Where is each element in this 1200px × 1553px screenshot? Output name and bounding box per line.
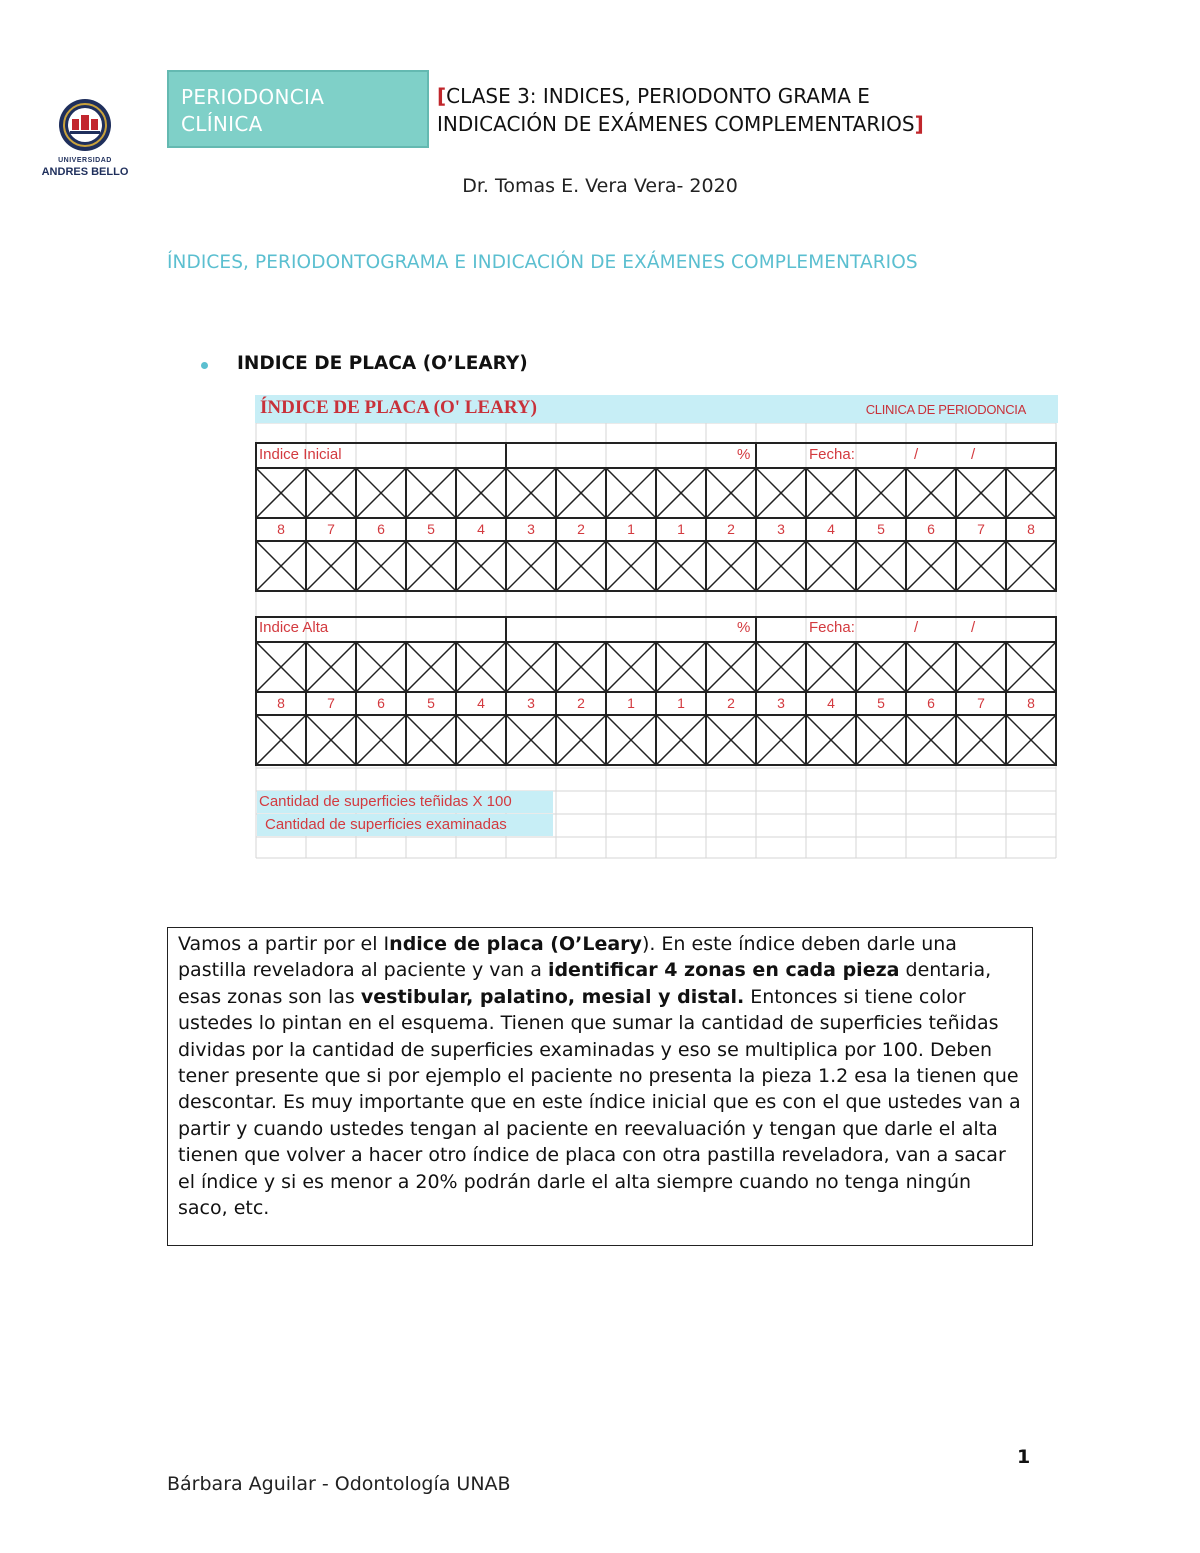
tooth-number: 3 <box>527 695 535 711</box>
block2-label: Indice Alta <box>259 619 329 636</box>
block2-date-slash-2: / <box>971 619 976 636</box>
tooth-number: 7 <box>327 521 335 537</box>
tooth-number: 2 <box>727 521 735 537</box>
class-title-line-1: CLASE 3: INDICES, PERIODONTO GRAMA E <box>446 84 870 108</box>
tooth-number: 4 <box>827 521 835 537</box>
para-text-3: dentaria, esas zonas son las <box>178 959 992 1008</box>
tooth-number: 8 <box>277 521 285 537</box>
tooth-number: 6 <box>377 521 385 537</box>
chart-title: ÍNDICE DE PLACA (O' LEARY) <box>260 397 537 418</box>
bracket-open: [ <box>437 84 447 108</box>
section-heading: ÍNDICES, PERIODONTOGRAMA E INDICACIÓN DE EXÁMENES COMPLEMENTARIOS <box>167 252 918 273</box>
tooth-number: 4 <box>827 695 835 711</box>
tooth-number: 5 <box>877 695 885 711</box>
para-bold-2: identificar 4 zonas en cada pieza <box>547 959 900 982</box>
tooth-number: 8 <box>277 695 285 711</box>
tooth-number: 2 <box>727 695 735 711</box>
author-line: Dr. Tomas E. Vera Vera- 2020 <box>462 175 738 197</box>
block2-date-slash-1: / <box>914 619 919 636</box>
block1-label: Indice Inicial <box>259 446 342 463</box>
tooth-number: 3 <box>527 521 535 537</box>
tooth-number: 1 <box>677 521 685 537</box>
tooth-number: 5 <box>877 521 885 537</box>
university-crest-icon <box>40 95 130 157</box>
bullet-dot-icon <box>201 362 208 369</box>
tooth-number: 7 <box>977 521 985 537</box>
tooth-number: 6 <box>927 521 935 537</box>
tooth-number: 2 <box>577 695 585 711</box>
class-title <box>437 82 1057 138</box>
block2-date-label: Fecha: <box>809 619 855 636</box>
footer: Bárbara Aguilar - Odontología UNAB <box>167 1473 511 1495</box>
para-bold-3: vestibular, palatino, mesial y distal. <box>360 985 745 1008</box>
bullet-item: INDICE DE PLACA (O’LEARY) <box>237 353 528 374</box>
para-text-4: Entonces si tiene color ustedes lo pintan en el esquema. Tienen que sumar la cantidad de superficies teñidas dividas por la cantidad de superficies examinadas y eso se multiplica por 100. Deben tener presente que si por ejemplo el paciente no presenta la pieza 1.2 esa la tienen que descontar. Es muy importante que en este índice inicial que es con el que ustedes van a partir y cuando ustedes tengan al paciente en reevaluación y tengan que darle el alta tienen que volver a hacer otro índice de placa con otra pastilla reveladora, van a sacar el índice y si es menor a 20% podrán darle el alta siempre cuando no tenga ningún saco, etc. <box>178 985 1021 1220</box>
bracket-close: ] <box>914 112 924 136</box>
tooth-number: 6 <box>377 695 385 711</box>
fraction-top: Cantidad de superficies teñidas X 100 <box>259 793 512 810</box>
block1-date-slash-2: / <box>971 446 976 463</box>
course-line-2: CLÍNICA <box>181 112 263 136</box>
tooth-number: 3 <box>777 695 785 711</box>
course-line-1: PERIODONCIA <box>181 85 325 109</box>
logo-big-text: ANDRES BELLO <box>41 166 129 178</box>
explanation-box <box>167 927 1033 1246</box>
logo-small-text: UNIVERSIDAD <box>58 157 112 164</box>
chart-clinic: CLINICA DE PERIODONCIA <box>865 402 1026 417</box>
tooth-number: 8 <box>1027 695 1035 711</box>
tooth-number: 1 <box>677 695 685 711</box>
tooth-number: 6 <box>927 695 935 711</box>
para-bold-1: ndice de placa (O’Leary <box>389 933 642 955</box>
plaque-index-chart <box>255 395 1058 860</box>
tooth-number: 1 <box>627 521 635 537</box>
block2-percent: % <box>737 619 751 636</box>
tooth-number: 4 <box>477 521 485 537</box>
university-logo <box>40 95 130 185</box>
tooth-number: 7 <box>977 695 985 711</box>
tooth-number: 2 <box>577 521 585 537</box>
para-text-1: Vamos a partir por el I <box>178 933 390 955</box>
block1-date-label: Fecha: <box>809 446 855 463</box>
tooth-number: 4 <box>477 695 485 711</box>
tooth-number: 5 <box>427 521 435 537</box>
explanation-paragraph <box>178 931 1022 1221</box>
class-title-line-2: INDICACIÓN DE EXÁMENES COMPLEMENTARIOS <box>437 112 915 136</box>
tooth-number: 7 <box>327 695 335 711</box>
para-text-2: ). En este índice deben darle una pastilla reveladora al paciente y van a <box>178 933 957 982</box>
fraction-bottom: Cantidad de superficies examinadas <box>265 816 507 833</box>
tooth-number: 1 <box>627 695 635 711</box>
block1-percent: % <box>737 446 751 463</box>
page-number: 1 <box>1017 1446 1031 1468</box>
block1-date-slash-1: / <box>914 446 919 463</box>
tooth-number: 5 <box>427 695 435 711</box>
tooth-number: 3 <box>777 521 785 537</box>
tooth-number: 8 <box>1027 521 1035 537</box>
course-box <box>167 70 429 148</box>
